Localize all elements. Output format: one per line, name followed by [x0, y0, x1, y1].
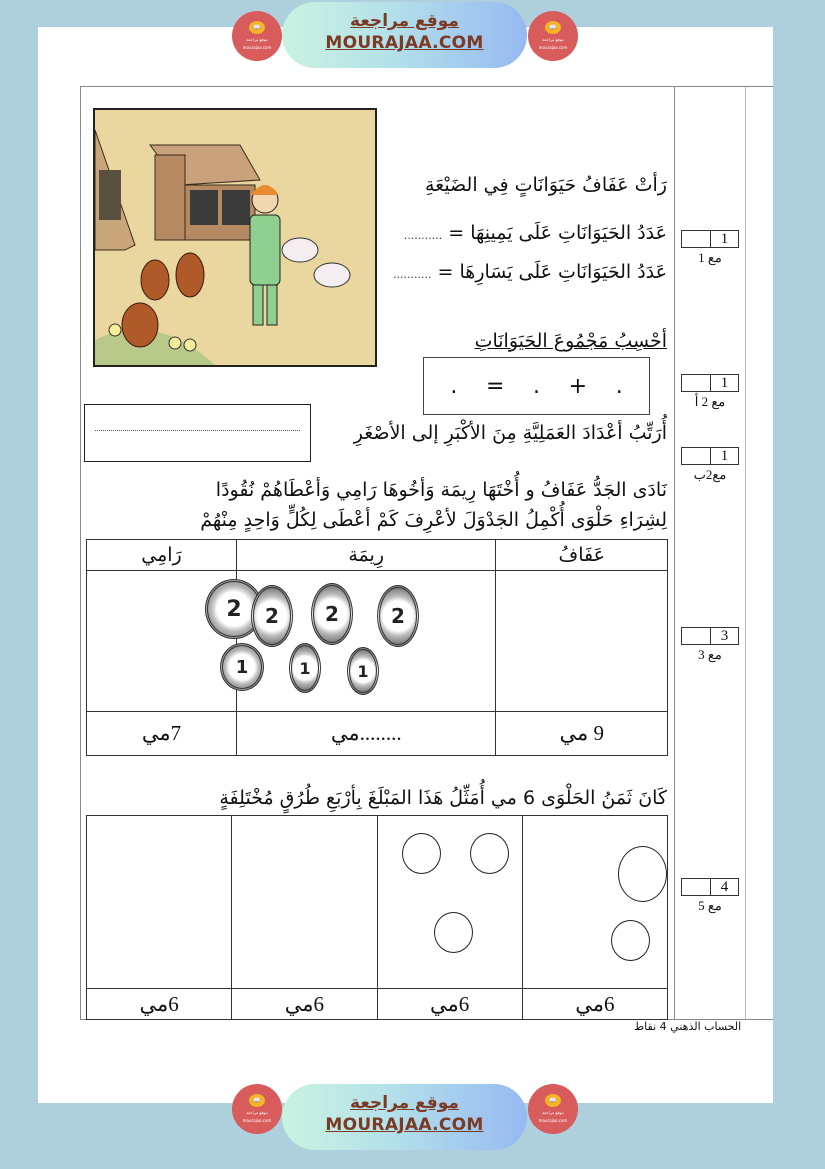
criterion-label: مع 3: [698, 647, 722, 662]
operation-box[interactable]: [423, 357, 650, 415]
coin-2-icon: 2: [377, 585, 419, 647]
criterion-label: مع 1: [698, 250, 722, 265]
site-title-arabic: موقع مراجعة: [350, 11, 459, 31]
right-count-question: عَدَدُ الحَيَوَانَاتِ عَلَى يَمِينِهَا = ...........: [403, 222, 667, 244]
way-2-cell[interactable]: [377, 816, 522, 989]
coin-2-icon: 2: [251, 585, 293, 647]
way-4-cell[interactable]: [87, 816, 232, 989]
way-amount: 6مي: [232, 989, 377, 1020]
rima-amount[interactable]: ........مي: [236, 712, 496, 756]
coin-1-icon: 1: [220, 643, 264, 691]
site-url: MOURAJAA.COM: [325, 1115, 484, 1135]
rami-amount: 7مي: [87, 712, 237, 756]
score-box: 4: [681, 878, 739, 896]
answer-line: [95, 430, 300, 431]
logo-icon: 📖: [545, 1094, 561, 1107]
circle-shape: [470, 833, 509, 874]
coin-1-icon: 1: [347, 647, 379, 695]
score-box: 1: [681, 374, 739, 392]
answer-blank[interactable]: ...........: [393, 268, 432, 281]
afaf-amount: 9 مي: [496, 712, 668, 756]
way-3-cell[interactable]: [232, 816, 377, 989]
circle-shape: [618, 846, 667, 902]
order-prompt: أُرَتِّبُ أعْدَادَ العَمَلِيَّةِ مِنَ الأكْبَرِ إلى الأصْغَرِ: [353, 422, 667, 444]
circle-shape: [434, 912, 473, 953]
price-prompt: كَانَ ثَمَنُ الحَلْوَى 6 مي أُمَثِّلُ هَذَا المَبْلَغَ بِأرْبَعِ طُرُقٍ مُخْتَلِفَةٍ: [219, 787, 667, 809]
column-header-rima: رِيمَة: [236, 540, 496, 571]
rima-coins-cell: [236, 571, 496, 712]
site-link[interactable]: [282, 1084, 527, 1150]
coin-1-icon: 1: [289, 643, 321, 693]
coin-2-icon: 2: [311, 583, 353, 645]
way-amount: 6مي: [87, 989, 232, 1020]
rami-coins-cell: [87, 571, 249, 712]
way-amount: 6مي: [522, 989, 667, 1020]
score-box: 1: [681, 447, 739, 465]
site-title-arabic: موقع مراجعة: [350, 1093, 459, 1113]
site-url: MOURAJAA.COM: [325, 33, 484, 53]
circle-shape: [402, 833, 441, 874]
operand-slot[interactable]: .: [615, 373, 623, 399]
result-slot[interactable]: .: [450, 373, 458, 399]
circle-shape: [611, 920, 650, 961]
top-banner: [0, 0, 825, 75]
badge-caption-en: mourajaa.com: [538, 1118, 568, 1123]
criterion-label: مع2ب: [693, 467, 727, 482]
column-header-afaf: عَفَافُ: [496, 540, 668, 571]
story-line-1: نَادَى الجَدُّ عَفَافُ و أُخْتَهَا رِيمَة وَأخُوهَا رَامِي وَأعْطَاهُمْ نُقُودًا: [215, 479, 667, 501]
logo-icon: 📖: [249, 1094, 265, 1107]
badge-caption: موقع مراجعة: [246, 37, 268, 42]
money-table: [86, 539, 668, 756]
story-line-2: لِشِرَاءِ حَلْوَى أُكْمِلُ الجَدْوَلَ لأعْرِفَ كَمْ أعْطَى لِكُلٍّ وَاحِدٍ مِنْهُمْ: [200, 509, 667, 531]
criterion-label: مع 5: [698, 898, 722, 913]
way-amount: 6مي: [377, 989, 522, 1020]
site-badge-right[interactable]: [528, 1084, 578, 1134]
badge-caption-en: mourajaa.com: [242, 45, 272, 50]
left-count-question: عَدَدُ الحَيَوَانَاتِ عَلَى يَسَارِهَا = ...........: [393, 261, 667, 283]
order-answer-box[interactable]: [84, 404, 311, 462]
operand-slot[interactable]: .: [533, 373, 540, 399]
column-header-rami: رَامِي: [87, 540, 237, 571]
answer-blank[interactable]: ...........: [403, 229, 443, 242]
coin-2-icon: 2: [205, 579, 263, 639]
exercise1-intro: رَأتْ عَفَافُ حَيَوَانَاتٍ فِي الضَيْعَةِ: [424, 174, 667, 196]
equals-sign: =: [485, 373, 505, 399]
logo-icon: 📖: [545, 21, 561, 34]
afaf-coins-cell[interactable]: [496, 571, 668, 712]
bottom-banner: [0, 1080, 825, 1155]
score-box: 3: [681, 627, 739, 645]
badge-caption-en: mourajaa.com: [242, 1118, 272, 1123]
plus-sign: +: [568, 373, 588, 399]
marks-divider: [745, 87, 746, 1019]
section-points-note: الحساب الذهني 4 نقاط: [634, 1020, 742, 1033]
criterion-label: مع 2 أ: [694, 394, 726, 409]
badge-caption: موقع مراجعة: [542, 1110, 564, 1115]
representation-table: [86, 815, 668, 1020]
way-1-cell[interactable]: [522, 816, 667, 989]
farm-illustration: [93, 108, 377, 367]
sum-prompt: أحْسِبُ مَجْمُوعَ الحَيَوَانَاتِ: [474, 330, 667, 352]
badge-caption: موقع مراجعة: [246, 1110, 268, 1115]
site-badge-right[interactable]: [528, 11, 578, 61]
badge-caption: موقع مراجعة: [542, 37, 564, 42]
site-badge-left[interactable]: [232, 11, 282, 61]
badge-caption-en: mourajaa.com: [538, 45, 568, 50]
logo-icon: 📖: [249, 21, 265, 34]
score-box: 1: [681, 230, 739, 248]
site-link[interactable]: [282, 2, 527, 68]
site-badge-left[interactable]: [232, 1084, 282, 1134]
